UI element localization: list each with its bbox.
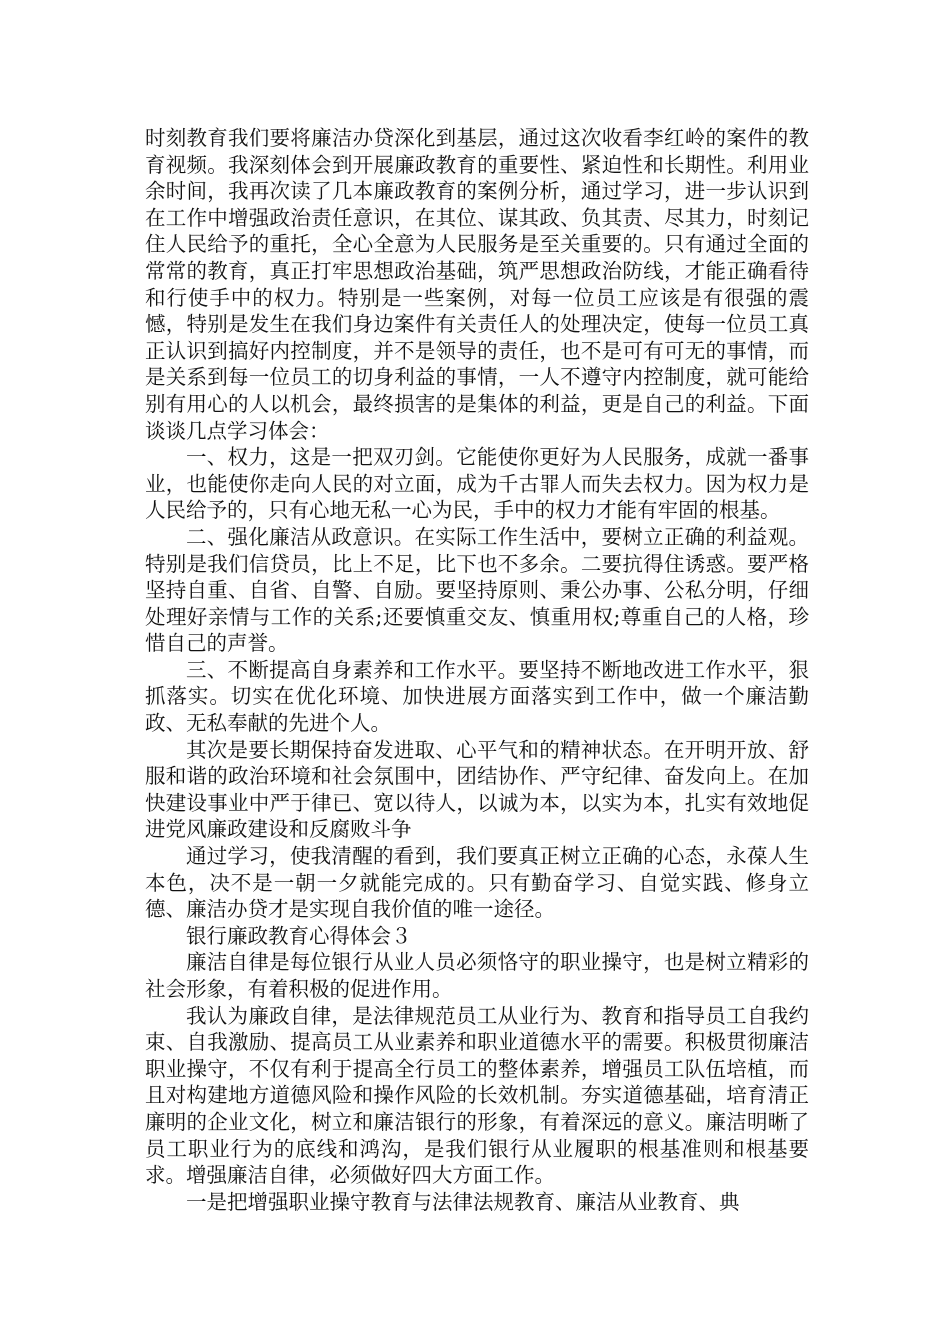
paragraph-point-one: 一、权力，这是一把双刃剑。它能使你更好为人民服务，成就一番事业，也能使你走向人民的对立面，成为千古罪人而失去权力。因为权力是人民给予的，只有心地无私一心为民，手中的权力才能有牢固的根基。 [145,445,809,523]
paragraph-opinion: 我认为廉政自律，是法律规范员工从业行为、教育和指导员工自我约束、自我激励、提高员工从业素养和职业道德水平的需要。积极贯彻廉洁职业操守，不仅有利于提高全行员工的整体素养，增强员工队伍培植，而且对构建地方道德风险和操作风险的长效机制。夯实道德基础，培育清正廉明的企业文化，树立和廉洁银行的形象，有着深远的意义。廉洁明晰了员工职业行为的底线和鸿沟，是我们银行从业履职的根基准则和根基要求。增强廉洁自律，必须做好四大方面工作。 [145,1003,809,1188]
paragraph-secondly: 其次是要长期保持奋发进取、心平气和的精神状态。在开明开放、舒服和谐的政治环境和社会氛围中，团结协作、严守纪律、奋发向上。在加快建设事业中严于律已、宽以待人，以诚为本，以实为本，扎实有效地促进党风廉政建设和反腐败斗争 [145,737,809,842]
paragraph-point-two: 二、强化廉洁从政意识。在实际工作生活中，要树立正确的利益观。特别是我们信贷员，比上不足，比下也不多余。二要抗得住诱惑。要严格坚持自重、自省、自警、自励。要坚持原则、秉公办事、公私分明，仔细处理好亲情与工作的关系;还要慎重交友、慎重用权;尊重自己的人格，珍惜自己的声誉。 [145,524,809,656]
paragraph-intro: 时刻教育我们要将廉洁办贷深化到基层，通过这次收看李红岭的案件的教育视频。我深刻体会到开展廉政教育的重要性、紧迫性和长期性。利用业余时间，我再次读了几本廉政教育的案例分析，通过学习，进一步认识到在工作中增强政治责任意识，在其位、谋其政、负其责、尽其力，时刻记住人民给予的重托，全心全意为人民服务是至关重要的。只有通过全面的常常的教育，真正打牢思想政治基础，筑严思想政治防线，才能正确看待和行使手中的权力。特别是一些案例，对每一位员工应该是有很强的震憾，特别是发生在我们身边案件有关责任人的处理决定，使每一位员工真正认识到搞好内控制度，并不是领导的责任，也不是可有可无的事情，而是关系到每一位员工的切身利益的事情，一人不遵守内控制度，就可能给别有用心的人以机会，最终损害的是集体的利益，更是自己的利益。下面谈谈几点学习体会： [145,126,809,443]
paragraph-point-three: 三、不断提高自身素养和工作水平。要坚持不断地改进工作水平，狠抓落实。切实在优化环境、加快进展方面落实到工作中，做一个廉洁勤政、无私奉献的先进个人。 [145,657,809,736]
paragraph-conclusion: 通过学习，使我清醒的看到，我们要真正树立正确的心态，永葆人生本色，决不是一朝一夕就能完成的。只有勤奋学习、自觉实践、修身立德、廉洁办贷才是实现自我价值的唯一途径。 [145,844,809,922]
section-heading: 银行廉政教育心得体会３ [186,923,412,948]
paragraph-first-point: 一是把增强职业操守教育与法律法规教育、廉洁从业教育、典 [186,1189,740,1214]
paragraph-self-discipline: 廉洁自律是每位银行从业人员必须恪守的职业操守，也是树立精彩的社会形象，有着积极的促进作用。 [145,950,809,1001]
document-page [145,125,809,1215]
